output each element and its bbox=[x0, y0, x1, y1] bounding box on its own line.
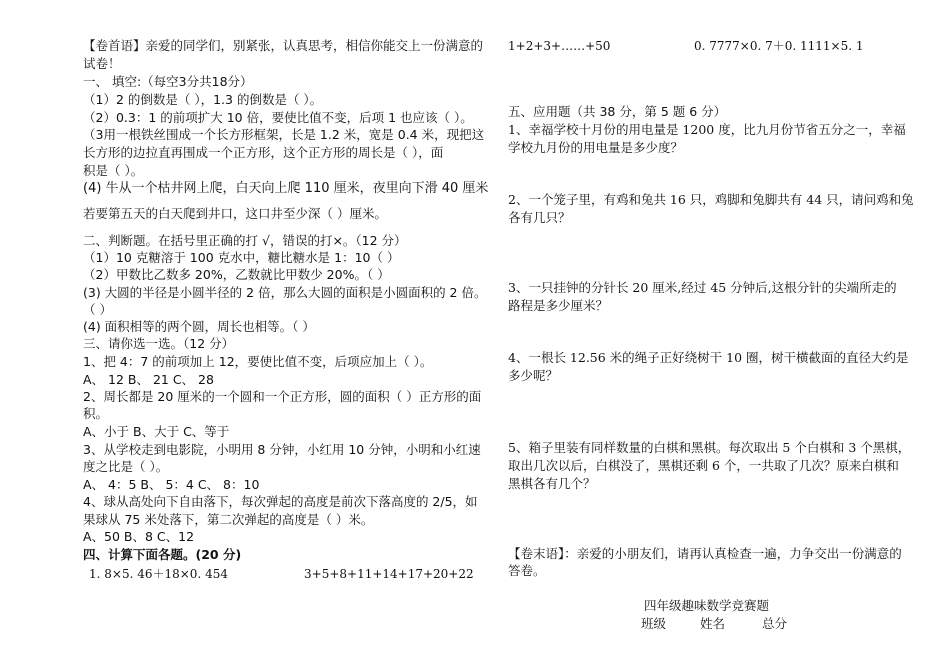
s1-q3-line1: （3用一根铁丝围成一个长方形框架，长是 1.2 米，宽是 0.4 米，现把这 bbox=[83, 127, 485, 142]
footer-class-label: 班级 bbox=[641, 616, 667, 631]
calc-2: 3+5+8+11+14+17+20+22 bbox=[304, 567, 474, 581]
section-5-title: 五、应用题（共 38 分，第 5 题 6 分） bbox=[508, 104, 727, 119]
s3-q4-line2: 果球从 75 米处落下，第二次弹起的高度是（ ）米。 bbox=[83, 512, 374, 527]
s3-q4-options: A、50 B、8 C、12 bbox=[83, 529, 195, 544]
calc-3: 1+2+3+……+50 bbox=[508, 39, 611, 53]
s5-q5-line3: 黑棋各有几个？ bbox=[508, 476, 596, 491]
intro-line-1: 【卷首语】亲爱的同学们，别紧张，认真思考，相信你能交上一份满意的 bbox=[83, 38, 484, 53]
s1-q1: （1）2 的倒数是（ ），1.3 的倒数是（ ）。 bbox=[83, 92, 323, 107]
s5-q1-line2: 学校九月份的用电量是多少度？ bbox=[508, 140, 684, 155]
s5-q5-line2: 取出几次以后，白棋没了，黑棋还剩 6 个，一共取了几次？原来白棋和 bbox=[508, 458, 899, 473]
footer-title: 四年级趣味数学竞赛题 bbox=[644, 598, 770, 613]
outro-line-1: 【卷末语】：亲爱的小朋友们，请再认真检查一遍，力争交出一份满意的 bbox=[508, 546, 902, 561]
s3-q2-options: A、小于 B、大于 C、等于 bbox=[83, 424, 230, 439]
s1-q4-line2: 若要第五天的白天爬到井口，这口井至少深（ ）厘米。 bbox=[83, 206, 387, 221]
s3-q4-line1: 4、球从高处向下自由落下，每次弹起的高度是前次下落高度的 2/5，如 bbox=[83, 494, 478, 509]
section-1-title: 一、 填空:（每空3分共18分） bbox=[83, 74, 253, 89]
s5-q3-line1: 3、一只挂钟的分针长 20 厘米,经过 45 分钟后,这根分针的尖端所走的 bbox=[508, 280, 897, 295]
intro-line-2: 试卷！ bbox=[83, 56, 121, 71]
s5-q2-line2: 各有几只？ bbox=[508, 210, 571, 225]
s1-q3-line3: 积是（ ）。 bbox=[83, 163, 144, 178]
s3-q3-options: A、 4：5 B、 5：4 C、 8：10 bbox=[83, 477, 260, 492]
s2-q1: （1）10 克糖溶于 100 克水中，糖比糖水是 1：10（ ） bbox=[83, 250, 400, 265]
calc-4: 0. 7777×0. 7＋0. 1111×5. 1 bbox=[694, 39, 864, 53]
s5-q4-line1: 4、一根长 12.56 米的绳子正好绕树干 10 圈，树干横截面的直径大约是 bbox=[508, 350, 909, 365]
s3-q1: 1、把 4：7 的前项加上 12，要使比值不变，后项应加上（ ）。 bbox=[83, 354, 433, 369]
s3-q3-line1: 3、从学校走到电影院，小明用 8 分钟，小红用 10 分钟，小明和小红速 bbox=[83, 442, 481, 457]
s5-q5-line1: 5、箱子里装有同样数量的白棋和黑棋。每次取出 5 个白棋和 3 个黑棋， bbox=[508, 440, 911, 455]
s5-q2-line1: 2、一个笼子里，有鸡和兔共 16 只，鸡脚和兔脚共有 44 只，请问鸡和兔 bbox=[508, 192, 914, 207]
s5-q4-line2: 多少呢？ bbox=[508, 368, 559, 383]
s1-q4-line1: (4) 牛从一个枯井网上爬，白天向上爬 110 厘米，夜里向下滑 40 厘米 bbox=[83, 181, 489, 196]
s3-q2-line2: 积。 bbox=[83, 406, 109, 421]
s1-q2: （2）0.3：1 的前项扩大 10 倍，要使比值不变，后项 1 也应该（ ）。 bbox=[83, 110, 473, 125]
outro-line-2: 答卷。 bbox=[508, 563, 546, 578]
s1-q3-line2: 长方形的边拉直再围成一个正方形，这个正方形的周长是（ ），面 bbox=[83, 145, 444, 160]
s2-q3-bracket: （ ） bbox=[83, 302, 112, 317]
section-4-title: 四、计算下面各题。(20 分) bbox=[83, 547, 242, 562]
s5-q1-line1: 1、幸福学校十月份的用电量是 1200 度，比九月份节省五分之一，幸福 bbox=[508, 122, 906, 137]
s3-q2-line1: 2、周长都是 20 厘米的一个圆和一个正方形，圆的面积（ ）正方形的面 bbox=[83, 389, 482, 404]
s2-q3: (3) 大圆的半径是小圆半径的 2 倍，那么大圆的面积是小圆面积的 2 倍。 bbox=[83, 285, 487, 300]
s5-q3-line2: 路程是多少厘米？ bbox=[508, 298, 609, 313]
calc-1: 1. 8×5. 46＋18×0. 454 bbox=[89, 567, 228, 581]
section-2-title: 二、判断题。在括号里正确的打 √，错误的打×。（12 分） bbox=[83, 233, 407, 248]
s2-q2: （2）甲数比乙数多 20%，乙数就比甲数少 20%。（ ） bbox=[83, 267, 390, 282]
footer-score-label: 总分 bbox=[762, 616, 788, 631]
s2-q4: (4) 面积相等的两个圆，周长也相等。（ ） bbox=[83, 319, 315, 334]
section-3-title: 三、请你选一选。（12 分） bbox=[83, 336, 235, 351]
s3-q3-line2: 度之比是（ ）。 bbox=[83, 459, 169, 474]
s3-q1-options: A、 12 B、 21 C、 28 bbox=[83, 372, 214, 387]
footer-name-label: 姓名 bbox=[700, 616, 726, 631]
